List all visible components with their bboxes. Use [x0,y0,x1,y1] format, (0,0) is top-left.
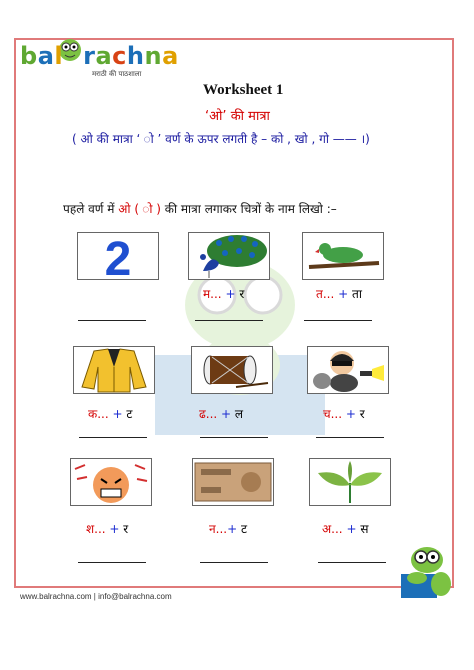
hint-part1: क... [88,407,109,421]
hint-plus: + [105,522,124,536]
bookworm-mascot-icon [395,540,455,602]
logo-letter: l [54,42,64,70]
hint-coat [88,405,132,422]
logo-letter: a [162,42,179,70]
hint-part2: स [360,522,369,536]
parrot-icon [303,233,383,279]
thief-icon [308,347,388,393]
hint-part1: न... [209,522,228,536]
picture-parrot [302,232,384,280]
logo-letter: b [20,42,38,70]
logo-letter: a [95,42,113,70]
drum-icon [192,347,272,393]
instruction [63,200,337,217]
hint-plus: + [227,522,241,536]
picture-banknote [192,458,274,506]
hint-thief [323,405,365,422]
hint-plus: + [342,522,361,536]
hint-part1: अ... [322,522,343,536]
picture-thief [307,346,389,394]
logo-letter: a [37,42,55,70]
picture-peacock [188,232,270,280]
hint-part2: ता [351,287,362,301]
hint-noise [86,520,128,537]
answer-blank[interactable] [78,320,146,321]
worksheet-title: Worksheet 1 [203,82,284,98]
instruction-text-end: की मात्रा लगाकर चित्रों के नाम लिखो :– [160,202,337,216]
matra-rule: ( ओ की मात्रा ‘ ो ’ वर्ण के ऊपर लगती है – को , खो , गो —— ।) [72,132,370,146]
logo-letter: h [126,42,145,70]
answer-blank[interactable] [195,320,263,321]
logo-letter: n [144,42,163,70]
number-two-icon [78,233,158,279]
hint-part1: म... [203,287,222,301]
answer-blank[interactable] [78,562,146,563]
hint-part2: र [359,407,365,421]
instruction-text: पहले वर्ण में [63,202,119,216]
hint-peacock [203,285,244,302]
picture-coat [73,346,155,394]
hint-leaves [322,520,368,537]
footer-contact: www.balrachna.com | info@balrachna.com [20,592,172,601]
matra-title: ‘ओ’ की मात्रा [205,109,270,124]
hint-part1: श... [86,522,106,536]
hint-plus: + [334,287,352,301]
hint-part2: ट [240,522,248,536]
answer-blank[interactable] [200,562,268,563]
hint-parrot [316,285,362,302]
hint-plus: + [108,407,127,421]
noise-face-icon [71,459,151,505]
hint-plus: + [217,407,235,421]
picture-drum [191,346,273,394]
answer-blank[interactable] [316,437,384,438]
hint-part2: ल [234,407,244,421]
leaves-icon [310,459,390,505]
hint-part1: ढ... [199,407,218,421]
hint-part2: र [123,522,129,536]
hint-plus: + [221,287,240,301]
banknote-icon [193,459,273,505]
hint-plus: + [342,407,360,421]
picture-noise-face [70,458,152,506]
picture-number-two [77,232,159,280]
answer-blank[interactable] [79,437,147,438]
hint-part1: त... [316,287,335,301]
answer-blank[interactable] [200,437,268,438]
instruction-matra: ओ ( ो ) [118,202,161,216]
coat-icon [74,347,154,393]
answer-blank[interactable] [318,562,386,563]
peacock-icon [189,233,269,279]
hint-banknote [209,520,247,537]
answer-blank[interactable] [304,320,372,321]
hint-drum [199,405,243,422]
logo [20,36,180,86]
logo-letter: r [83,42,96,70]
logo-tagline: मराठी की पाठशाला [92,70,142,78]
logo-letter: c [112,42,127,70]
hint-part2: र [239,287,245,301]
picture-leaves [309,458,391,506]
svg-text:2: 2 [104,233,132,279]
hint-part2: ट [126,407,133,421]
hint-part1: च... [323,407,343,421]
